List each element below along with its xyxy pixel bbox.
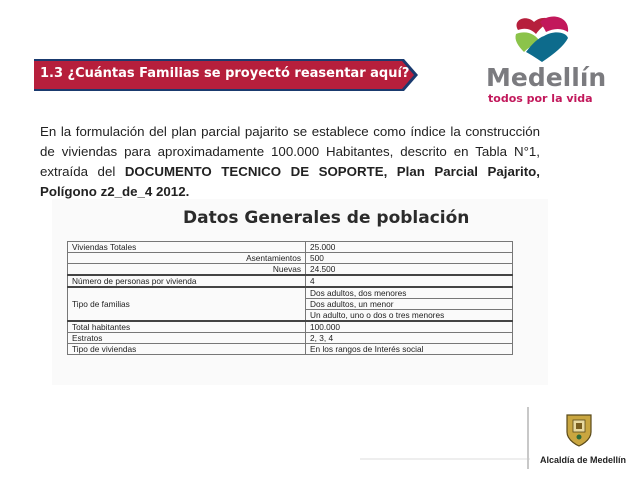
- intro-text: En la formulación del plan parcial pajarito se establece como índice la construcción de viviendas para aproximadamente 100.000 Habitantes, descrito en Tabla N°1, extraída del: [40, 124, 540, 179]
- row-value-familia-3: Un adulto, uno o dos o tres menores: [306, 310, 513, 322]
- row-value-nuevas: 24.500: [306, 264, 513, 276]
- section-title-bar: [34, 59, 418, 91]
- population-table: [67, 241, 513, 355]
- row-value-familia-2: Dos adultos, un menor: [306, 299, 513, 310]
- row-label-nuevas: Nuevas: [68, 264, 306, 276]
- table-row: [68, 321, 513, 333]
- row-label-estratos: Estratos: [68, 333, 306, 344]
- row-value-estratos: 2, 3, 4: [306, 333, 513, 344]
- row-value-familia-1: Dos adultos, dos menores: [306, 287, 513, 299]
- table-row: [68, 253, 513, 264]
- table-row: [68, 344, 513, 355]
- table-row: [68, 275, 513, 287]
- row-value-personas: 4: [306, 275, 513, 287]
- row-value-tipo-viviendas: En los rangos de Interés social: [306, 344, 513, 355]
- logo-name: Medellín: [486, 63, 607, 92]
- row-label-viviendas-totales: Viviendas Totales: [68, 242, 306, 253]
- table-row: [68, 242, 513, 253]
- row-value-asentamientos: 500: [306, 253, 513, 264]
- population-table-image: [52, 199, 548, 385]
- table-row: [68, 287, 513, 299]
- intro-source: DOCUMENTO TECNICO DE SOPORTE, Plan Parcial Pajarito, Polígono z2_de_4 2012.: [40, 164, 540, 199]
- row-value-total-habitantes: 100.000: [306, 321, 513, 333]
- footer-vertical-rule: [527, 407, 529, 469]
- intro-paragraph: [40, 122, 540, 202]
- heart-logo-icon: [510, 14, 574, 64]
- table-row: [68, 264, 513, 276]
- footer-divider: [360, 458, 530, 460]
- section-title: 1.3 ¿Cuántas Familias se proyectó reasentar aquí?: [40, 66, 410, 81]
- table-row: [68, 333, 513, 344]
- row-label-tipo-viviendas: Tipo de viviendas: [68, 344, 306, 355]
- row-label-personas: Número de personas por vivienda: [68, 275, 306, 287]
- alcaldia-label: Alcaldía de Medellín: [540, 455, 627, 465]
- logo-tagline: todos por la vida: [488, 92, 593, 105]
- row-label-tipo-familias: Tipo de familias: [68, 287, 306, 321]
- medellin-logo: [480, 14, 607, 105]
- table-title: Datos Generales de población: [183, 208, 470, 228]
- row-label-total-habitantes: Total habitantes: [68, 321, 306, 333]
- coat-of-arms-icon: [564, 412, 594, 448]
- row-label-asentamientos: Asentamientos: [68, 253, 306, 264]
- row-value-viviendas-totales: 25.000: [306, 242, 513, 253]
